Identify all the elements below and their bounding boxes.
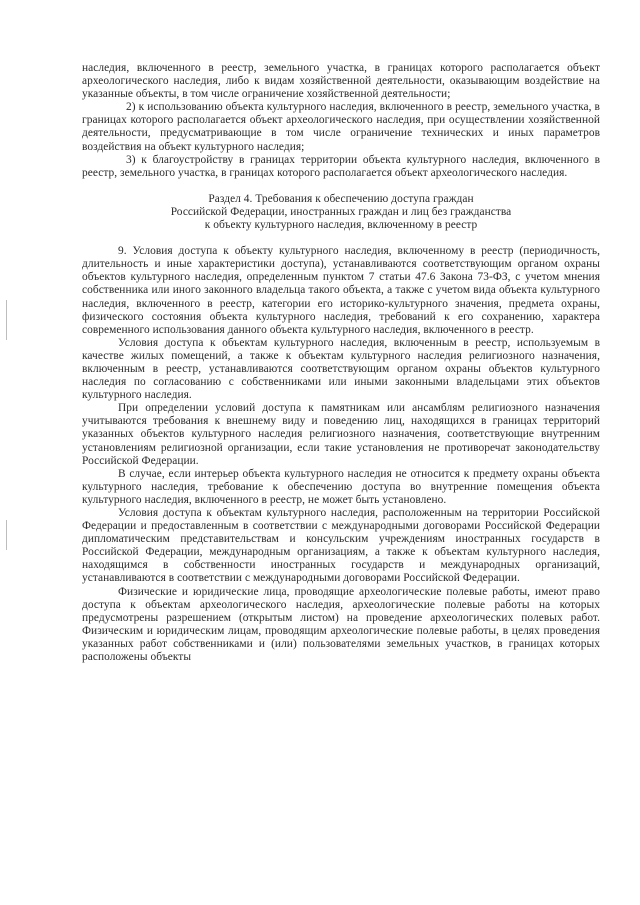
- section-heading: [82, 193, 600, 232]
- section-heading-line-3: к объекту культурного наследия, включенному в реестр: [204, 219, 478, 232]
- paragraph-diplomatic: Условия доступа к объектам культурного наследия, расположенным на территории Российской Федерации и предоставленным в соответствии с международными договорами Российской Федерации дипломатическим представительствам и консульским учреждениям иностранных государств в Российской Федерации, международным организациям, а также к объектам культурного наследия, находящимся в собственности иностранных государств и международных организаций, устанавливаются в соответствии с международными договорами Российской Федерации.: [82, 507, 600, 585]
- paragraph-9: 9. Условия доступа к объекту культурного наследия, включенному в реестр (периодичность, длительность и иные характеристики доступа), устанавливаются соответствующим органом охраны объектов культурного наследия, определенным пунктом 7 статьи 47.6 Закона 73-ФЗ, с учетом мнения собственника или иного законного владельца такого объекта, а также с учетом вида объекта культурного наследия, включенного в реестр, категории его историко-культурного значения, предмета охраны, физического состояния объекта культурного наследия, требований к его сохранению, характера современного использования данного объекта культурного наследия, включенного в реестр.: [82, 245, 600, 336]
- section-heading-line-1: Раздел 4. Требования к обеспечению доступа граждан: [208, 192, 474, 205]
- scan-edge-mark: [6, 300, 7, 340]
- section-heading-line-2: Российской Федерации, иностранных граждан и лиц без гражданства: [170, 205, 512, 218]
- paragraph-item-3: 3) к благоустройству в границах территории объекта культурного наследия, включенного в реестр, земельного участка, в границах которого располагается объект археологического наследия.: [82, 153, 600, 179]
- paragraph-item-2: 2) к использованию объекта культурного наследия, включенного в реестр, земельного участка, в границах которого располагается объект археологического наследия, при осуществлении хозяйственной деятельности, предусматривающие в том числе ограничение технических и иных параметров воздействия на объект культурного наследия;: [82, 101, 600, 153]
- paragraph-archaeological-works: Физические и юридические лица, проводящие археологические полевые работы, имеют право доступа к объектам археологического наследия, археологические полевые работы на которых предусмотрены разрешением (открытым листом) на проведение археологических полевых работ. Физическим и юридическим лицам, проводящим археологические полевые работы, в целях проведения указанных работ собственниками и (или) пользователями земельных участков, в границах которых расположены объекты: [82, 585, 600, 664]
- document-page: [82, 62, 600, 664]
- paragraph-access-residential: Условия доступа к объектам культурного наследия, включенным в реестр, используемым в качестве жилых помещений, а также к объектам культурного наследия религиозного назначения, включенным в реестр, устанавливаются соответствующим органом охраны объектов культурного наследия по согласованию с собственниками или иными законными владельцами этих объектов культурного наследия.: [82, 336, 600, 402]
- paragraph-interior: В случае, если интерьер объекта культурного наследия не относится к предмету охраны объекта культурного наследия, требование к обеспечению доступа во внутренние помещения объекта культурного наследия, включенного в реестр, не может быть установлено.: [82, 467, 600, 506]
- paragraph-religious-objects: При определении условий доступа к памятникам или ансамблям религиозного назначения учитываются требования к внешнему виду и поведению лиц, находящихся в границах территорий указанных объектов культурного наследия религиозного назначения, соответствующие внутренним установлениям религиозной организации, если такие установления не противоречат законодательству Российской Федерации.: [82, 402, 600, 467]
- scan-edge-mark: [6, 520, 7, 550]
- paragraph-continuation: наследия, включенного в реестр, земельного участка, в границах которого располагается объект археологического наследия, либо к видам хозяйственной деятельности, оказывающим воздействие на указанные объекты, в том числе ограничение хозяйственной деятельности;: [82, 62, 600, 101]
